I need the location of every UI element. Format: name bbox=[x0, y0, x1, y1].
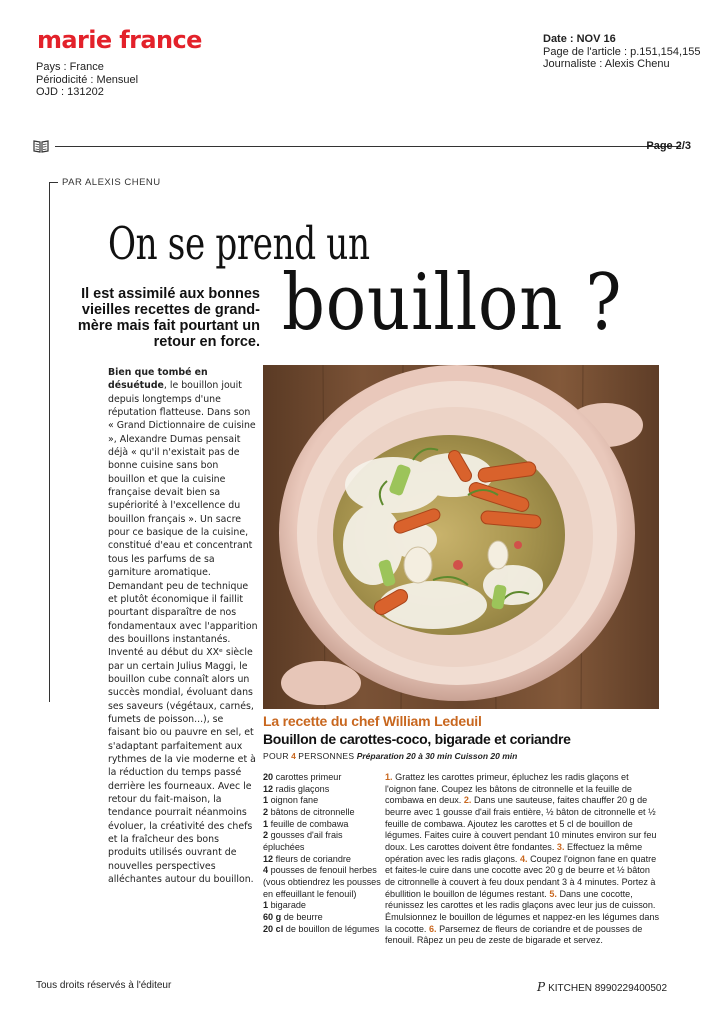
step-text: Parsemez de fleurs de coriandre et de pousses de fenouil. Râpez un peu de zeste de bigarade et servez. bbox=[385, 923, 643, 946]
bracket-tick bbox=[49, 182, 58, 183]
page-indicator: Page 2/3 bbox=[646, 140, 691, 152]
page-rule bbox=[33, 138, 693, 156]
article-meta bbox=[543, 33, 700, 71]
servings-count: 4 bbox=[291, 751, 296, 761]
publication-meta bbox=[36, 61, 138, 99]
step-number: 3. bbox=[556, 841, 565, 852]
ingredient: 20 carottes primeur bbox=[263, 772, 342, 782]
ingredient: 1 bigarade bbox=[263, 900, 306, 911]
step-text: Dans une sauteuse, faites chauffer 20 g de beurre avec 1 gousse d'ail frais entière, ½ bâton de citronnelle et ½ feuille de combawa. Ajoutez les carottes et 5 cl de bouillon de légumes. Faites cuire à couvert pendant 10 minutes environ sur feu doux. Les carottes doivent être fondantes. bbox=[385, 795, 657, 852]
byline: PAR ALEXIS CHENU bbox=[62, 177, 161, 188]
bracket-line bbox=[49, 182, 50, 702]
ingredient: 1 oignon fane bbox=[263, 795, 319, 806]
body-lead: Bien que tombé en désuétude bbox=[108, 367, 208, 392]
journalist: Journaliste : Alexis Chenu bbox=[543, 58, 670, 70]
ingredient: 1 feuille de combawa bbox=[263, 818, 349, 829]
photo-bouillon-pot bbox=[263, 365, 659, 709]
body-text-1: , le bouillon jouit depuis longtemps d'une réputation flatteuse. Dans son « Grand Dictionnaire de cuisine », Alexandre Dumas pensait déjà « qu'il n'existait pas de bonne cuisine sans bon bouillon et que la cuisine française devait bien sa supériorité à l'excellence du bouillon français ». Un sacre pour ce basique de la cuisine, constitué d'eau et concentrant tous les parfums de sa garniture aromatique. Demandant peu de technique et plutôt économique il faillit pourtant disparaître de nos fondamentaux avec l'apparition des bouillons instantanés. bbox=[108, 380, 258, 645]
servings-unit: PERSONNES bbox=[298, 751, 355, 761]
brand-logo: marie france bbox=[37, 26, 202, 54]
ojd: OJD : 131202 bbox=[36, 86, 104, 98]
step-text: Dans une cocotte, réunissez les carottes et les radis glaçons avec leur jus de cuisson. Émulsionnez le bouillon de légumes et nappez-en les légumes dans la cocotte. bbox=[385, 888, 659, 934]
divider bbox=[55, 146, 681, 147]
step-text: Effectuez la même opération avec les radis glaçons. bbox=[385, 841, 643, 864]
recipe-meta bbox=[263, 751, 517, 761]
rights-notice: Tous droits réservés à l'éditeur bbox=[36, 980, 172, 991]
ingredient: 2 gousses d'ail frais épluchées bbox=[263, 830, 343, 852]
date: Date : NOV 16 bbox=[543, 33, 616, 45]
step-number: 5. bbox=[549, 888, 557, 899]
deck: Il est assimilé aux bonnes vieilles recettes de grand-mère mais fait pourtant un retour en force. bbox=[77, 286, 260, 350]
article-body bbox=[108, 366, 258, 886]
servings-label: POUR bbox=[263, 751, 289, 761]
periodicity: Périodicité : Mensuel bbox=[36, 73, 139, 86]
step-text: Grattez les carottes primeur, épluchez les radis glaçons et l'oignon fane. Coupez les bâtons de citronnelle et la feuille de combawa en deux. bbox=[385, 772, 632, 806]
country: Pays : France bbox=[36, 61, 104, 73]
body-paragraph-2: Inventé au début du XXᵉ siècle par un certain Julius Maggi, le bouillon cube connaît alors un succès mondial, évoluant dans ses saveurs (végétaux, carnés, fumets de poisson...), se faisant bio ou pauvre en sel, et s'adaptant parfaitement aux rythmes de la vie moderne et à la réduction du temps passé derrière les fourneaux. Avec le retour du fait-maison, la tendance pourrait néanmoins évoluer, la créativité des chefs et la fraîcheur des bons produits utilisés ouvrant de nouvelles perspectives alléchantes autour du bouillon. bbox=[108, 647, 256, 886]
title-line-1: On se prend un bbox=[108, 217, 370, 270]
recipe-title: Bouillon de carottes-coco, bigarade et coriandre bbox=[263, 731, 571, 747]
book-icon bbox=[33, 139, 49, 153]
step-number: 4. bbox=[519, 853, 528, 864]
recipe-kicker: La recette du chef William Ledeuil bbox=[263, 713, 482, 729]
ingredient: 12 radis glaçons bbox=[263, 783, 330, 794]
step-text: Coupez l'oignon fane en quatre et faites-le cuire dans une cocotte avec 20 g de beurre et ½ bâton de citronnelle à couvert à feu doux pendant 3 à 4 minutes. Portez à ébullition le bouillon de légumes restant. bbox=[385, 853, 657, 899]
ingredient: 20 cl de bouillon de légumes bbox=[263, 923, 380, 934]
step-number: 2. bbox=[463, 795, 472, 806]
step-number: 6. bbox=[428, 923, 437, 934]
step-number: 1. bbox=[385, 772, 393, 782]
prep-time: Préparation 20 à 30 min Cuisson 20 min bbox=[356, 751, 518, 761]
publication-code: KITCHEN 8990229400502 bbox=[548, 983, 668, 994]
recipe-steps bbox=[385, 772, 661, 947]
ingredient: 12 fleurs de coriandre bbox=[263, 853, 351, 864]
title-line-2: bouillon ? bbox=[282, 258, 623, 348]
ingredient: 60 g de beurre bbox=[263, 911, 323, 922]
article-pages: Page de l'article : p.151,154,155 bbox=[543, 45, 701, 58]
body-paragraph-1 bbox=[108, 366, 258, 646]
ingredient: 2 bâtons de citronnelle bbox=[263, 806, 355, 817]
kitchen-logo-icon: P bbox=[537, 980, 546, 994]
ingredient: 4 pousses de fenouil herbes (vous obtiendrez les pousses en effeuillant le fenouil) bbox=[263, 865, 381, 899]
ingredients-list bbox=[263, 772, 381, 935]
footer-code bbox=[537, 980, 667, 994]
